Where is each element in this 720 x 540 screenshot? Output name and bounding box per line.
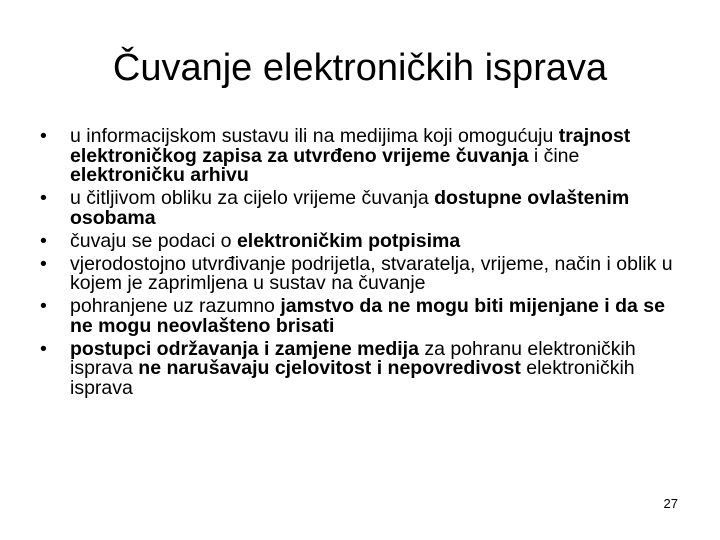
bullet-item [40,229,680,252]
bullet-text-bold: ne narušavaju cjelovitost i nepovredivost [138,357,521,379]
bullet-text: u informacijskom sustavu ili na medijima koji omogućuju [70,125,559,147]
bullet-marker: • [40,229,47,252]
bullet-text-bold: elektroničku arhivu [70,164,249,186]
bullet-item [40,297,680,336]
bullet-text: čuvaju se podaci o [70,229,237,252]
bullet-text: pohranjene uz razumno [70,295,281,317]
page-number: 27 [663,496,678,511]
bullet-text-bold: trajnost elektroničkog zapisa za utvrđeno vrijeme čuvanja [70,125,631,167]
bullet-item [40,127,680,186]
bullet-item [40,189,680,228]
bullet-marker: • [40,337,47,360]
bullet-item [40,252,680,294]
bullet-marker: • [40,125,47,147]
bullet-list [40,127,680,402]
bullet-marker: • [40,295,47,317]
bullet-text: i čine [528,144,580,167]
bullet-text: u čitljivom obliku za cijelo vrijeme čuvanja [70,187,435,209]
bullet-marker: • [40,252,47,275]
bullet-text: vjerodostojno utvrđivanje podrijetla, stvaratelja, vrijeme, način i oblik u kojem je zaprimljena u sustav na čuvanje [70,252,673,294]
bullet-text-bold: elektroničkim potpisima [236,229,461,252]
slide-title: Čuvanje elektroničkih isprava [112,47,608,89]
bullet-text: za pohranu elektroničkih isprava [70,337,636,379]
bullet-text-bold: dostupne ovlaštenim osobama [70,187,630,229]
bullet-text-bold: jamstvo da ne mogu biti mijenjane i da se ne mogu neovlašteno brisati [70,295,665,337]
bullet-item [40,337,680,399]
bullet-text: elektroničkih isprava [70,357,635,399]
bullet-marker: • [40,187,47,209]
bullet-text-bold: postupci održavanja i zamjene medija [70,337,419,360]
